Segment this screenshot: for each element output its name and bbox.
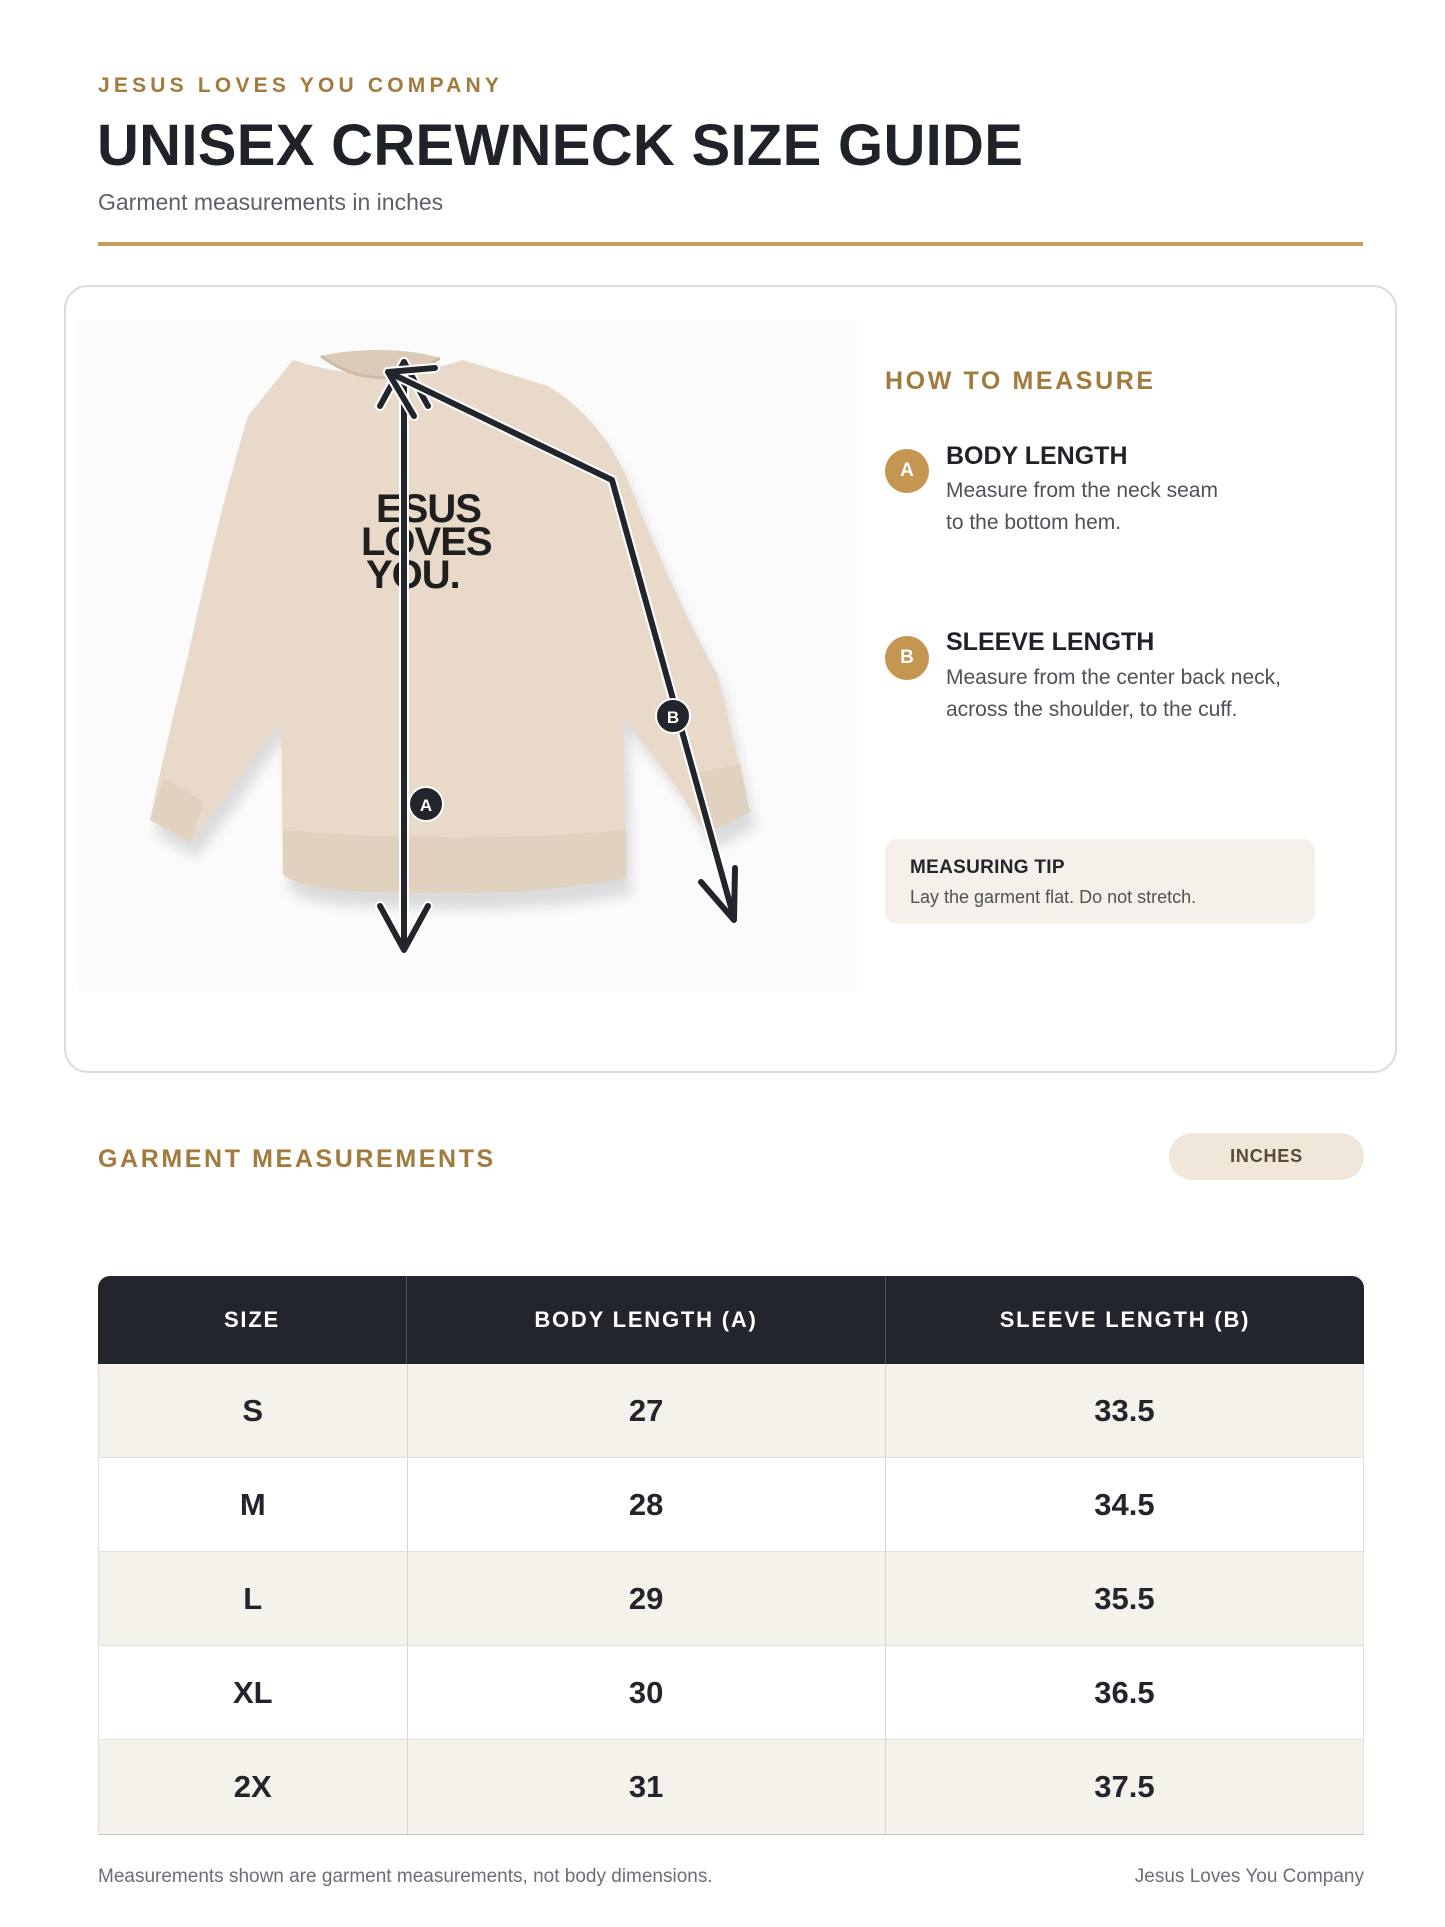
footer-note: Measurements shown are garment measurements, not body dimensions.	[98, 1866, 713, 1887]
table-row	[99, 1740, 1363, 1834]
step-a-badge: A	[885, 449, 929, 493]
sleeve-length-cell: 33.5	[885, 1364, 1363, 1457]
sleeve-length-cell: 36.5	[885, 1646, 1363, 1739]
step-b-badge: B	[885, 636, 929, 680]
body-length-cell: 29	[407, 1552, 885, 1645]
page-subtitle: Garment measurements in inches	[98, 189, 444, 215]
sleeve-length-cell: 37.5	[885, 1740, 1363, 1834]
table-row	[99, 1458, 1363, 1552]
step-a-description	[946, 475, 1326, 539]
how-to-measure-title: HOW TO MEASURE	[885, 367, 1156, 395]
step-b-description	[946, 662, 1366, 726]
sweatshirt-diagram	[78, 320, 857, 990]
body-length-cell: 30	[407, 1646, 885, 1739]
garment-hem	[283, 830, 626, 893]
size-cell: XL	[232, 1674, 273, 1710]
page-title: UNISEX CREWNECK SIZE GUIDE	[97, 113, 1024, 178]
step-a-line-1: Measure from the neck seam	[946, 479, 1218, 502]
size-cell: 2X	[233, 1769, 272, 1804]
column-header-body-length: BODY LENGTH (A)	[406, 1276, 885, 1364]
step-b-heading: SLEEVE LENGTH	[946, 628, 1155, 656]
brand-name: JESUS LOVES YOU COMPANY	[98, 74, 504, 97]
sleeve-length-cell: 34.5	[885, 1458, 1363, 1551]
sleeve-length-cell: 35.5	[885, 1552, 1363, 1645]
size-cell: M	[239, 1486, 266, 1522]
size-cell: L	[243, 1580, 263, 1616]
size-cell: S	[242, 1392, 264, 1428]
measurements-section-title: GARMENT MEASUREMENTS	[98, 1145, 496, 1173]
step-b-line-1: Measure from the center back neck,	[946, 666, 1281, 689]
table-body	[98, 1364, 1364, 1835]
svg-text:B: B	[666, 708, 680, 727]
step-a-heading: BODY LENGTH	[946, 442, 1128, 470]
footer-brand: Jesus Loves You Company	[1134, 1866, 1364, 1887]
column-header-size: SIZE	[223, 1307, 281, 1332]
units-toggle[interactable]: INCHES	[1169, 1133, 1364, 1180]
table-row	[99, 1364, 1363, 1458]
measuring-tip	[885, 839, 1315, 924]
table-header	[98, 1276, 1364, 1364]
marker-a	[409, 787, 443, 821]
body-length-cell: 28	[407, 1458, 885, 1551]
header-divider	[98, 242, 1363, 246]
garment-body	[150, 360, 750, 893]
column-header-sleeve-length: SLEEVE LENGTH (B)	[885, 1276, 1364, 1364]
table-row	[99, 1646, 1363, 1740]
marker-b	[656, 699, 690, 733]
tip-title: MEASURING TIP	[910, 857, 1065, 878]
step-a-line-2: to the bottom hem.	[946, 511, 1122, 534]
size-table	[98, 1276, 1364, 1835]
body-length-cell: 31	[407, 1740, 885, 1834]
print-line-2: LOVES	[361, 520, 492, 564]
table-row	[99, 1552, 1363, 1646]
svg-text:A: A	[419, 796, 433, 815]
body-length-cell: 27	[407, 1364, 885, 1457]
print-line-1: ESUS	[376, 487, 481, 531]
step-b-line-2: across the shoulder, to the cuff.	[946, 698, 1238, 721]
tip-text: Lay the garment flat. Do not stretch.	[910, 887, 1197, 907]
print-line-3: YOU.	[366, 553, 460, 597]
